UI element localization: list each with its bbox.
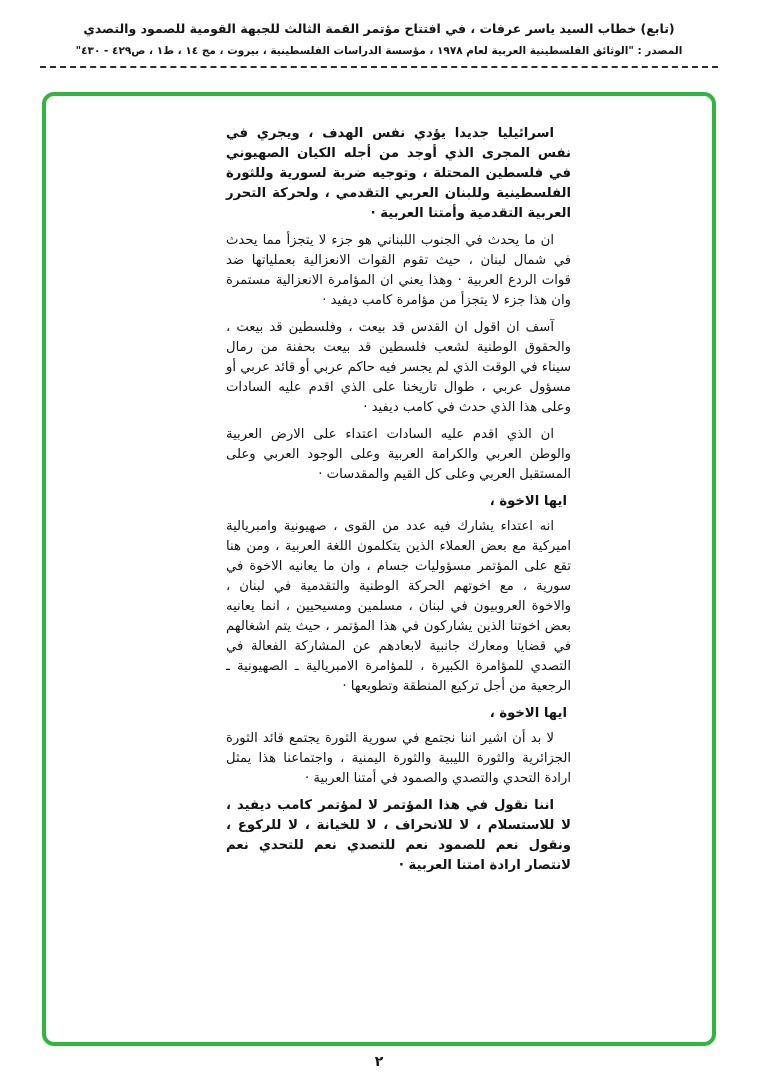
salutation-line: ايها الاخوة ، xyxy=(489,494,567,509)
header-divider xyxy=(40,66,718,68)
body-paragraph: ان ما يحدث في الجنوب اللبناني هو جزء لا يتجزأ مما يحدث في شمال لبنان ، حيث تقوم القوات الانعزالية بعملياتها ضد قوات الردع العربية · وهذا يعني ان المؤامرة الانعزالية مستمرة وان هذا جزء لا يتجزأ من مؤامرة كامب ديفيد · xyxy=(226,233,571,308)
body-paragraph: انه اعتداء يشارك فيه عدد من القوى ، صهيونية وامبريالية اميركية مع بعض العملاء الذين يتكلمون اللغة العربية ، ومن هنا تقع على المؤتمر مسؤوليات جسام ، وان ما يعانيه الاخوة في سورية ، مع اخوتهم الحركة الوطنية والتقدمية في لبنان ، والاخوة العروبيون في لبنان ، مسلمين ومسيحيين ، انما يعانيه بعض اخوتنا الذين يشاركون في هذا المؤتمر ، حيث يتم اشغالهم في قضايا ومعارك جانبية لابعادهم عن المشاركة الفعالة في التصدي للمؤامرة الكبيرة ، للمؤامرة الامبريالية ـ الصهيونية ـ الرجعية من أجل تركيع المنطقة وتطويعها · xyxy=(226,519,571,694)
body-paragraph: ان الذي اقدم عليه السادات اعتداء على الارض العربية والوطن العربي والكرامة العربية وعلى الوجود العربي وعلى المستقبل العربي وعلى كل القيم والمقدسات · xyxy=(226,427,571,482)
speech-body xyxy=(226,124,571,883)
body-paragraph: اننا نقول في هذا المؤتمر لا لمؤتمر كامب ديفيد ، لا للاستسلام ، لا للانحراف ، لا للخيانة ، لا للركوع ، ونقول نعم للصمود نعم للتصدي نعم للتحدي نعم لانتصار ارادة امتنا العربية · xyxy=(226,798,571,873)
body-paragraph: آسف ان اقول ان القدس قد بيعت ، وفلسطين قد بيعت ، والحقوق الوطنية لشعب فلسطين قد بيعت بحفنة من رمال سيناء في الوقت الذي لم يجسر فيه حاكم عربي أو قائد عربي أو مسؤول عربي ، طوال تاريخنا على الذي اقدم عليه السادات وعلى هذا الذي حدث في كامب ديفيد · xyxy=(226,320,571,415)
page-number: ٢ xyxy=(374,1054,384,1070)
body-paragraph: اسرائيليا جديدا يؤدي نفس الهدف ، ويجري في نفس المجرى الذي أوجد من أجله الكيان الصهيوني في فلسطين المحتلة ، وتوجيه ضربة لسورية وللثورة الفلسطينية وللبنان العربي التقدمي ، ولحركة التحرر العربية التقدمية وأمتنا العربية · xyxy=(226,126,571,221)
source-citation: المصدر : "الوثائق الفلسطينية العربية لعام ١٩٧٨ ، مؤسسة الدراسات الفلسطينية ، بيروت ، مج ١٤ ، ط١ ، ص٤٢٩ - ٤٣٠" xyxy=(75,45,683,57)
document-title: (تابع) خطاب السيد ياسر عرفات ، في افتتاح مؤتمر القمة الثالث للجبهة القومية للصمود والتصدي xyxy=(83,21,675,36)
salutation-line: ايها الاخوة ، xyxy=(489,706,567,721)
page-header xyxy=(0,20,758,58)
body-paragraph: لا بد أن اشير اننا نجتمع في سورية الثورة يجتمع قائد الثورة الجزائرية والثورة الليبية والثورة اليمنية ، واجتماعنا هذا يمثل ارادة التحدي والتصدي والصمود في أمتنا العربية · xyxy=(226,731,571,786)
